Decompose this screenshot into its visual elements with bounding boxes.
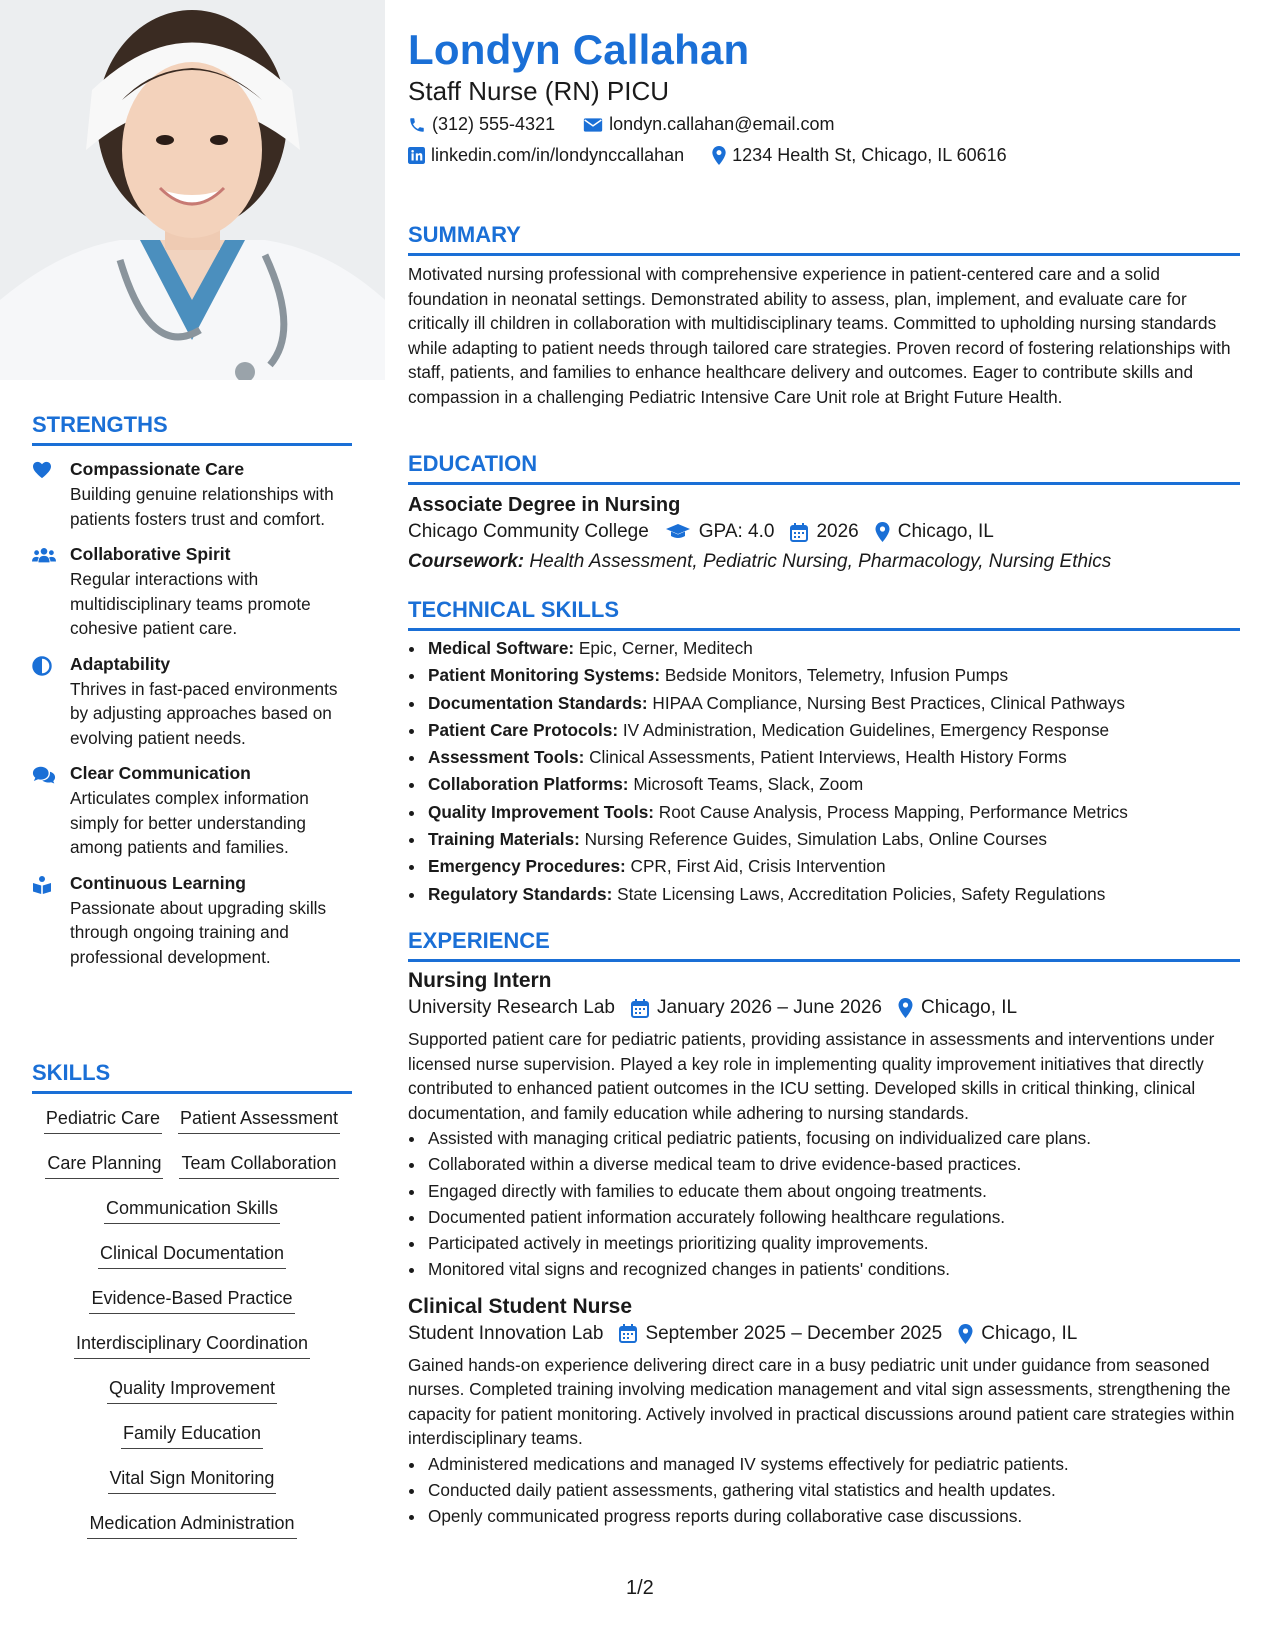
job-bullets xyxy=(408,1125,1240,1283)
gpa-text: GPA: 4.0 xyxy=(698,521,775,542)
skill-tag: Vital Sign Monitoring xyxy=(108,1462,277,1494)
technical-skill-label: Training Materials: xyxy=(428,829,580,850)
summary-text: Motivated nursing professional with comprehensive experience in patient-centered care and a solid foundation in neonatal settings. Demonstrated ability to assess, plan, implement, and evaluate care for critically ill children in collaboration with multidisciplinary teams. Committed to upholding nursing standards while adapting to patient needs through tailored care strategies. Proven record of fostering relationships with staff, patients, and families to enhance healthcare delivery and outcomes. Eager to contribute skills and compassion in a challenging Pediatric Intensive Care Unit role at Bright Future Health. xyxy=(408,264,1231,407)
technical-skills-title: TECHNICAL SKILLS xyxy=(408,597,1240,631)
calendar-icon xyxy=(619,1324,637,1343)
job-description: Supported patient care for pediatric patients, providing assistance in assessments and interventions under licensed nurse supervision. Played a key role in implementing quality improvement initiatives that directly contributed to enhanced patient outcomes in the ICU setting. Developed skills in critical thinking, clinical documentation, and family education while adhering to nursing standards. xyxy=(408,1029,1215,1123)
coursework-text: Health Assessment, Pediatric Nursing, Pharmacology, Nursing Ethics xyxy=(529,551,1112,572)
job-meta xyxy=(408,1323,1240,1345)
chat-bubbles-icon xyxy=(32,763,70,860)
map-pin-icon xyxy=(898,998,913,1018)
coursework xyxy=(408,551,1240,573)
education-location: Chicago, IL xyxy=(897,521,994,542)
skill-tag: Evidence-Based Practice xyxy=(89,1282,294,1314)
technical-skill-label: Patient Care Protocols: xyxy=(428,719,619,740)
coursework-label: Coursework: xyxy=(408,551,525,572)
job-bullet: • Engaged directly with families to educate them about ongoing treatments. xyxy=(426,1178,1240,1204)
technical-skill-item xyxy=(426,881,1240,908)
contact-row-1 xyxy=(408,114,854,135)
job-title: Nursing Intern xyxy=(408,969,552,992)
experience-section xyxy=(408,928,1240,1530)
map-pin-icon xyxy=(875,522,890,542)
half-circle-icon xyxy=(32,654,70,751)
sidebar xyxy=(0,0,385,1650)
technical-skill-item xyxy=(426,853,1240,880)
job-meta xyxy=(408,997,1240,1019)
phone-contact xyxy=(408,114,555,135)
strength-text: Passionate about upgrading skills through ongoing training and professional development. xyxy=(70,897,327,967)
strengths-title: STRENGTHS xyxy=(32,412,352,446)
summary-title: SUMMARY xyxy=(408,222,1240,256)
skill-tag: Team Collaboration xyxy=(179,1147,338,1179)
technical-skill-label: Collaboration Platforms: xyxy=(428,774,629,795)
technical-skill-item xyxy=(426,635,1240,662)
job-bullet: • Documented patient information accurately following healthcare regulations. xyxy=(426,1204,1240,1230)
technical-skills-section xyxy=(408,597,1240,908)
technical-skill-value: State Licensing Laws, Accreditation Policies, Safety Regulations xyxy=(617,883,1106,904)
technical-skill-item xyxy=(426,690,1240,717)
technical-skill-item xyxy=(426,717,1240,744)
strength-text: Building genuine relationships with patients fosters trust and comfort. xyxy=(70,484,334,529)
technical-skill-value: IV Administration, Medication Guidelines, Emergency Response xyxy=(622,719,1110,740)
calendar-icon xyxy=(790,523,808,542)
skill-tag: Pediatric Care xyxy=(44,1102,162,1134)
skill-tag: Patient Assessment xyxy=(178,1102,340,1134)
technical-skill-item xyxy=(426,799,1240,826)
candidate-name: Londyn Callahan xyxy=(408,26,750,73)
technical-skill-label: Patient Monitoring Systems: xyxy=(428,665,661,686)
skill-tag: Care Planning xyxy=(45,1147,163,1179)
technical-skill-value: Clinical Assessments, Patient Interviews, Health History Forms xyxy=(589,747,1067,768)
strength-text: Regular interactions with multidisciplinary teams promote cohesive patient care. xyxy=(70,569,311,638)
skills-title: SKILLS xyxy=(32,1060,352,1094)
skill-tag: Clinical Documentation xyxy=(98,1237,286,1269)
page-number: 1/2 xyxy=(626,1577,654,1599)
technical-skill-label: Medical Software: xyxy=(428,638,575,658)
job-bullet: • Administered medications and managed IV systems effectively for pediatric patients. xyxy=(426,1451,1240,1477)
map-pin-icon xyxy=(712,146,726,165)
technical-skill-label: Quality Improvement Tools: xyxy=(428,801,655,822)
envelope-icon xyxy=(583,117,603,133)
users-icon xyxy=(32,544,70,641)
technical-skill-value: Nursing Reference Guides, Simulation Labs, Online Courses xyxy=(584,829,1048,850)
strength-title: Adaptability xyxy=(70,653,171,674)
technical-skill-item xyxy=(426,826,1240,853)
technical-skill-value: Bedside Monitors, Telemetry, Infusion Pumps xyxy=(664,665,1009,686)
skill-tag: Quality Improvement xyxy=(107,1372,277,1404)
email-text[interactable]: londyn.callahan@email.com xyxy=(609,114,835,134)
reader-icon xyxy=(32,873,70,970)
job-entry xyxy=(408,969,1240,1283)
address-contact xyxy=(712,145,1007,166)
job-bullet: • Collaborated within a diverse medical team to drive evidence-based practices. xyxy=(426,1151,1240,1177)
technical-skill-label: Documentation Standards: xyxy=(428,692,648,713)
strength-text: Thrives in fast-paced environments by adjusting approaches based on evolving patient needs. xyxy=(70,678,338,748)
job-location: Chicago, IL xyxy=(921,997,1018,1018)
address-text: 1234 Health St, Chicago, IL 60616 xyxy=(732,145,1007,165)
strength-item xyxy=(32,459,352,531)
job-location: Chicago, IL xyxy=(981,1322,1078,1344)
phone-icon xyxy=(408,116,426,134)
job-organization: University Research Lab xyxy=(408,997,615,1018)
job-dates: September 2025 – December 2025 xyxy=(645,1322,943,1344)
strength-item xyxy=(32,873,352,970)
technical-skill-value: CPR, First Aid, Crisis Intervention xyxy=(630,856,886,877)
email-contact[interactable] xyxy=(583,114,834,135)
technical-skill-value: Microsoft Teams, Slack, Zoom xyxy=(633,774,864,795)
job-bullets xyxy=(408,1451,1240,1530)
job-bullet: • Conducted daily patient assessments, gathering vital statistics and health updates. xyxy=(426,1477,1240,1503)
technical-skill-value: HIPAA Compliance, Nursing Best Practices, Clinical Pathways xyxy=(652,692,1125,713)
strength-title: Compassionate Care xyxy=(70,459,245,479)
job-organization: Student Innovation Lab xyxy=(408,1322,604,1344)
strength-title: Clear Communication xyxy=(70,763,251,783)
profile-photo xyxy=(0,0,385,380)
technical-skill-label: Regulatory Standards: xyxy=(428,883,613,904)
strengths-section xyxy=(32,412,352,969)
experience-title: EXPERIENCE xyxy=(408,928,1240,962)
education-meta xyxy=(408,521,1240,543)
technical-skill-item xyxy=(426,771,1240,798)
skill-tag: Medication Administration xyxy=(87,1507,296,1539)
strength-item xyxy=(32,763,352,860)
job-bullet: • Assisted with managing critical pediatric patients, focusing on individualized care plans. xyxy=(426,1125,1240,1151)
strength-text: Articulates complex information simply for better understanding among patients and families. xyxy=(70,788,309,857)
strength-item xyxy=(32,654,352,751)
skill-tag: Family Education xyxy=(121,1417,263,1449)
degree-title: Associate Degree in Nursing xyxy=(408,494,681,516)
technical-skill-item xyxy=(426,662,1240,689)
job-bullet: • Participated actively in meetings prioritizing quality improvements. xyxy=(426,1230,1240,1256)
linkedin-text[interactable]: linkedin.com/in/londynccallahan xyxy=(431,145,685,165)
graduation-cap-icon xyxy=(665,523,691,541)
technical-skill-value: Root Cause Analysis, Process Mapping, Performance Metrics xyxy=(658,801,1128,822)
skill-tag: Communication Skills xyxy=(104,1192,280,1224)
linkedin-contact[interactable] xyxy=(408,145,684,166)
linkedin-icon xyxy=(408,147,425,164)
contact-row-2 xyxy=(408,145,1027,166)
job-entry xyxy=(408,1295,1240,1530)
strength-title: Collaborative Spirit xyxy=(70,544,231,564)
job-bullet: • Openly communicated progress reports during collaborative case discussions. xyxy=(426,1503,1240,1529)
technical-skill-value: Epic, Cerner, Meditech xyxy=(578,638,753,658)
skills-list xyxy=(32,1102,352,1552)
graduation-year: 2026 xyxy=(816,521,859,542)
skills-section xyxy=(32,1060,352,1552)
technical-skills-list xyxy=(408,635,1240,908)
heart-icon xyxy=(32,459,70,531)
job-bullet: • Monitored vital signs and recognized changes in patients' conditions. xyxy=(426,1256,1240,1282)
technical-skill-label: Emergency Procedures: xyxy=(428,856,626,877)
technical-skill-label: Assessment Tools: xyxy=(428,747,585,768)
job-dates: January 2026 – June 2026 xyxy=(656,997,882,1018)
education-title: EDUCATION xyxy=(408,451,1240,485)
phone-text: (312) 555-4321 xyxy=(432,114,556,134)
education-section xyxy=(408,451,1240,573)
job-description: Gained hands-on experience delivering direct care in a busy pediatric unit under guidance from seasoned nurses. Completed training involving medication management and vital sign assessments, strengthening the capacity for patient monitoring. Actively involved in practical discussions around patient care strategies within interdisciplinary teams. xyxy=(408,1354,1235,1449)
school-name: Chicago Community College xyxy=(408,521,649,542)
candidate-role: Staff Nurse (RN) PICU xyxy=(408,76,670,106)
strength-item xyxy=(32,544,352,641)
calendar-icon xyxy=(631,999,649,1018)
map-pin-icon xyxy=(958,1324,973,1344)
strength-title: Continuous Learning xyxy=(70,872,246,893)
job-title: Clinical Student Nurse xyxy=(408,1294,633,1318)
summary-section xyxy=(408,222,1240,409)
skill-tag: Interdisciplinary Coordination xyxy=(74,1327,310,1359)
technical-skill-item xyxy=(426,744,1240,771)
